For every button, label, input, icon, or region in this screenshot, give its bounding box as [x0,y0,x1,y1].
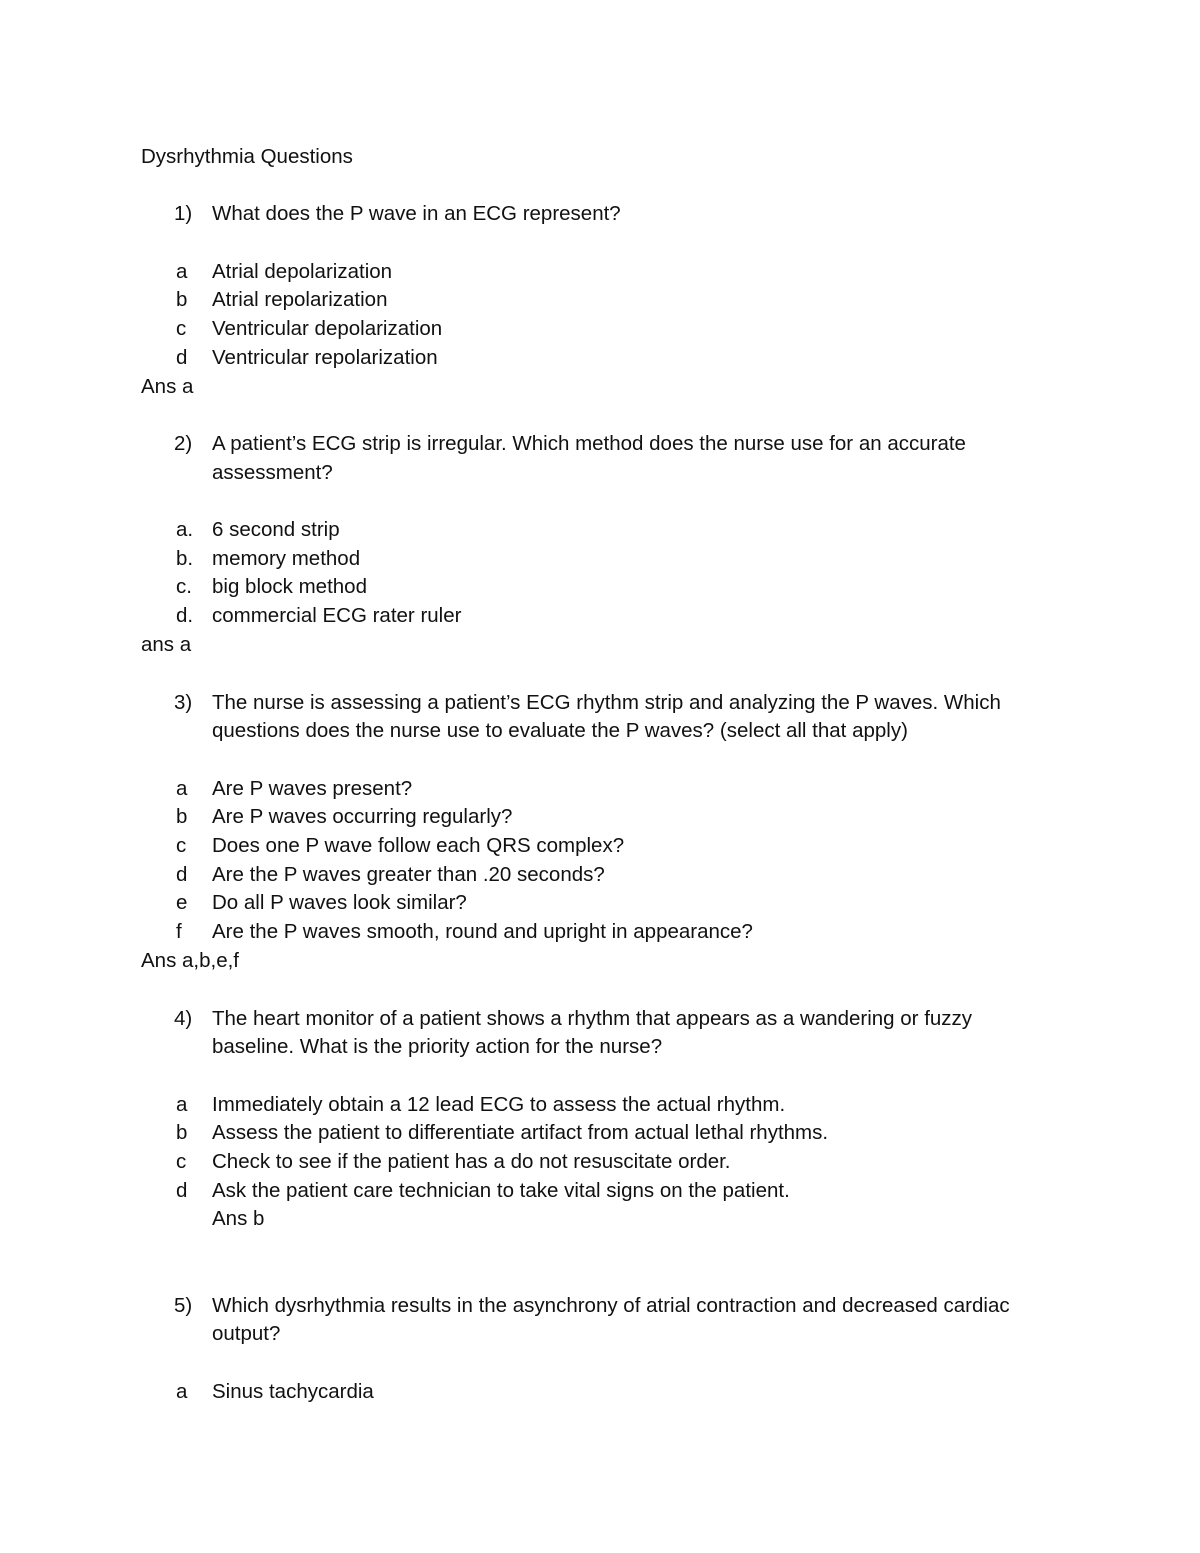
option-text: Atrial depolarization [212,260,393,283]
document-title: Dysrhythmia Questions [141,145,353,168]
option-letter: c [176,317,187,340]
option-letter: d [176,863,188,886]
option-letter: a. [176,518,194,541]
question-text: The nurse is assessing a patient’s ECG rhythm strip and analyzing the P waves. Which [212,691,1001,714]
option-text: Does one P wave follow each QRS complex? [212,834,625,857]
question-text: A patient’s ECG strip is irregular. Which method does the nurse use for an accurate [212,432,966,455]
option-letter: b [176,805,188,828]
option-text: Are the P waves smooth, round and upright in appearance? [212,920,753,943]
answer: Ans b [212,1207,265,1230]
question-number: 2) [174,432,193,455]
option-letter: f [176,920,182,943]
option-text: Are P waves occurring regularly? [212,805,513,828]
question-text: The heart monitor of a patient shows a rhythm that appears as a wandering or fuzzy [212,1007,973,1030]
option-text: Do all P waves look similar? [212,891,467,914]
option-letter: b [176,1121,188,1144]
option-text: commercial ECG rater ruler [212,604,462,627]
option-letter: d [176,1179,188,1202]
question-text: What does the P wave in an ECG represent? [212,202,621,225]
question-text: baseline. What is the priority action for the nurse? [212,1035,663,1058]
option-letter: b [176,288,188,311]
question-number: 4) [174,1007,193,1030]
option-letter: c. [176,575,192,598]
answer: ans a [141,633,192,656]
option-letter: e [176,891,188,914]
option-letter: d [176,346,188,369]
option-letter: c [176,1150,187,1173]
answer: Ans a [141,375,194,398]
question-text: output? [212,1322,281,1345]
option-letter: c [176,834,187,857]
option-text: Immediately obtain a 12 lead ECG to assess the actual rhythm. [212,1093,786,1116]
option-letter: b. [176,547,194,570]
option-text: big block method [212,575,367,598]
question-number: 5) [174,1294,193,1317]
option-text: memory method [212,547,361,570]
option-letter: d. [176,604,194,627]
option-text: Ask the patient care technician to take vital signs on the patient. [212,1179,790,1202]
option-text: Sinus tachycardia [212,1380,374,1403]
question-text: Which dysrhythmia results in the asynchrony of atrial contraction and decreased cardiac [212,1294,1010,1317]
option-letter: a [176,1380,188,1403]
option-letter: a [176,777,188,800]
option-text: Ventricular repolarization [212,346,438,369]
question-number: 1) [174,202,193,225]
option-letter: a [176,1093,188,1116]
question-text: assessment? [212,461,333,484]
option-text: Are the P waves greater than .20 seconds? [212,863,605,886]
option-letter: a [176,260,188,283]
answer: Ans a,b,e,f [141,949,240,972]
option-text: Assess the patient to differentiate artifact from actual lethal rhythms. [212,1121,829,1144]
question-text: questions does the nurse use to evaluate the P waves? (select all that apply) [212,719,908,742]
question-number: 3) [174,691,193,714]
option-text: Are P waves present? [212,777,413,800]
option-text: Check to see if the patient has a do not resuscitate order. [212,1150,731,1173]
option-text: 6 second strip [212,518,340,541]
option-text: Ventricular depolarization [212,317,443,340]
option-text: Atrial repolarization [212,288,388,311]
